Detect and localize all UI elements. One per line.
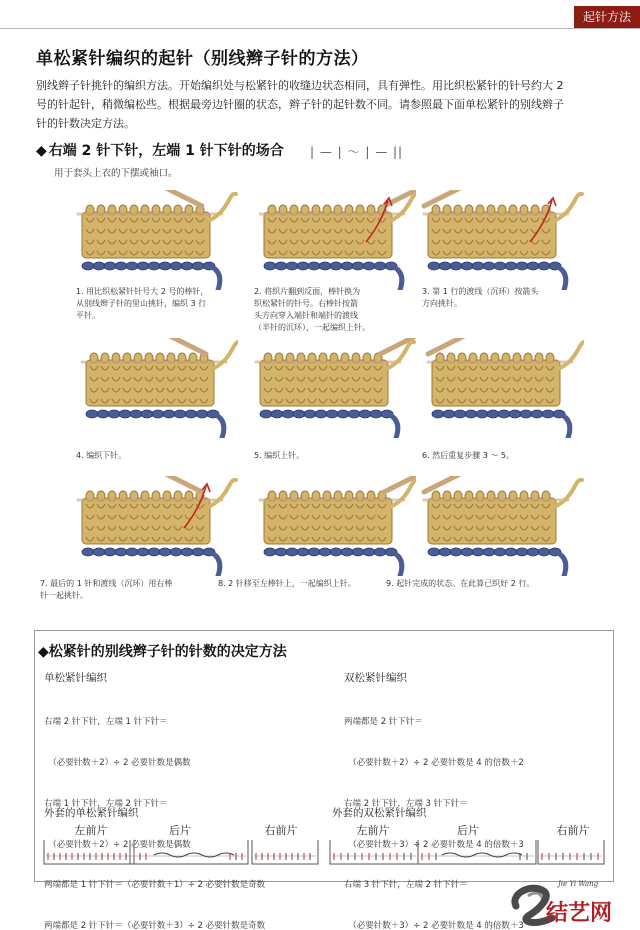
- step-5-illustration: [248, 338, 416, 438]
- intro-line: 别线辫子针挑针的编织方法。开始编织处与松紧针的收缝边状态相同，具有弹性。用比织松紧针的针号约大 2: [36, 79, 564, 92]
- formula-line: 两端都是 2 针下针＝（必要针数＋3）÷ 2 必要针数是奇数: [44, 921, 266, 930]
- back-label: 后片: [457, 824, 479, 837]
- formula-line: （必要针数＋3）÷ 2 必要针数是 4 的倍数＋3: [344, 921, 524, 930]
- header-rule: [0, 28, 640, 29]
- intro-line: 号的针起针，稍微编松些。根据最旁边针圈的状态，辫子针的起针数不同。请参照最下面单松紧针的别线辫子: [36, 98, 564, 111]
- step-8-caption: [218, 578, 356, 590]
- caption-line: （半针的沉环），一起编织上针。: [254, 323, 370, 332]
- formula-line: 右端 3 针下针，左端 2 针下针＝: [344, 880, 468, 891]
- rib-symbol-notation: | — | ～ | — ||: [310, 145, 404, 159]
- diamond-icon: ◆: [36, 143, 47, 159]
- step-9-caption: [386, 578, 534, 590]
- step-6-caption: [422, 450, 514, 462]
- page-section-tab: 起针方法: [574, 6, 640, 28]
- caption-line: 9. 起针完成的状态。在此算已织好 2 行。: [386, 579, 535, 588]
- cardigan-double-rib-diagram: [326, 822, 608, 872]
- section-subtitle: 用于套头上衣的下摆或袖口。: [54, 168, 178, 179]
- cardigan-single-rib-svg: [38, 822, 320, 872]
- watermark-text: 结艺网: [546, 901, 613, 926]
- formula-line: （必要针数＋2）÷ 2 必要针数是偶数: [44, 757, 191, 768]
- caption-line: 6. 然后重复步骤 3 ～ 5。: [422, 451, 514, 460]
- caption-line: 7. 最后的 1 针和渡线（沉环）用右棒: [40, 579, 173, 588]
- double-rib-title: 双松紧针编织: [344, 672, 407, 684]
- intro-text: [36, 76, 614, 133]
- formula-line: 右端 1 针下针，左端 2 针下针＝: [44, 798, 168, 809]
- caption-line: 1. 用比织松紧针针号大 2 号的棒针，: [76, 287, 209, 296]
- formula-line: 右端 2 针下针，左端 1 针下针＝: [44, 717, 168, 728]
- right-front-label: 右前片: [556, 824, 590, 837]
- caption-line: 针一起挑针。: [40, 591, 88, 600]
- step-2-caption: [254, 286, 370, 334]
- formula-line: （必要针数＋2）÷ 2 必要针数是偶数: [44, 839, 191, 850]
- caption-line: 方向挑针。: [422, 299, 462, 308]
- section-heading-text: 松紧针的别线辫子针的针数的决定方法: [48, 644, 287, 660]
- caption-line: 头方向穿入端针和端针的渡线: [254, 311, 358, 320]
- formula-line: 右端 2 针下针，左端 3 针下针＝: [344, 798, 468, 809]
- caption-line: 3. 第 1 行的渡线（沉环）按箭头: [422, 287, 539, 296]
- step-7-caption: [40, 578, 172, 602]
- formula-line: 两端都是 2 针下针＝: [344, 717, 423, 728]
- step-1-illustration: [70, 190, 238, 290]
- section-heading-stitch-count: [38, 641, 287, 661]
- formula-line: （必要针数＋3）÷ 2 必要针数是 4 的倍数＋3: [344, 839, 524, 850]
- diamond-icon: ◆: [38, 644, 49, 660]
- watermark-script-text: Jie Yi Wang: [558, 880, 599, 888]
- step-4-illustration: [70, 338, 238, 438]
- left-front-label: 左前片: [74, 824, 108, 837]
- step-8-illustration: [248, 476, 416, 576]
- caption-line: 4. 编织下针。: [76, 451, 127, 460]
- left-front-label: 左前片: [356, 824, 390, 837]
- site-watermark-logo: [508, 876, 638, 928]
- caption-line: 8. 2 针移至左棒针上，一起编织上针。: [218, 579, 356, 588]
- right-front-label: 右前片: [264, 824, 298, 837]
- caption-line: 5. 编织上针。: [254, 451, 305, 460]
- back-label: 后片: [169, 824, 191, 837]
- step-3-caption: [422, 286, 538, 310]
- caption-line: 2. 将织片翻到反面，棒针换为: [254, 287, 361, 296]
- section-heading-text: 右端 2 针下针，左端 1 针下针的场合: [48, 143, 284, 159]
- formula-line: （必要针数＋2）÷ 2 必要针数是 4 的倍数＋2: [344, 757, 524, 768]
- cardigan-single-rib-diagram: [38, 822, 320, 872]
- step-4-caption: [76, 450, 126, 462]
- page-title: 单松紧针编织的起针（别线辫子针的方法）: [36, 49, 369, 69]
- section-heading-right2-left1: [36, 140, 284, 160]
- step-1-caption: [76, 286, 208, 322]
- step-6-illustration: [416, 338, 584, 438]
- step-5-caption: [254, 450, 304, 462]
- cardigan-double-rib-title: 外套的双松紧针编织: [332, 807, 427, 819]
- caption-line: 从别线辫子针的里山挑针，编织 3 行: [76, 299, 207, 308]
- intro-line: 针的针数决定方法。: [36, 117, 135, 130]
- cardigan-single-rib-title: 外套的单松紧针编织: [44, 807, 139, 819]
- formula-line: 两端都是 1 针下针＝（必要针数＋1）÷ 2 必要针数是奇数: [44, 880, 266, 891]
- caption-line: 织松紧针的针号。右棒针按箭: [254, 299, 358, 308]
- single-rib-title: 单松紧针编织: [44, 672, 107, 684]
- step-2-illustration: [248, 190, 416, 290]
- step-7-illustration: [70, 476, 238, 576]
- caption-line: 平针。: [76, 311, 100, 320]
- cardigan-double-rib-svg: [326, 822, 608, 872]
- step-9-illustration: [416, 476, 584, 576]
- step-3-illustration: [416, 190, 584, 290]
